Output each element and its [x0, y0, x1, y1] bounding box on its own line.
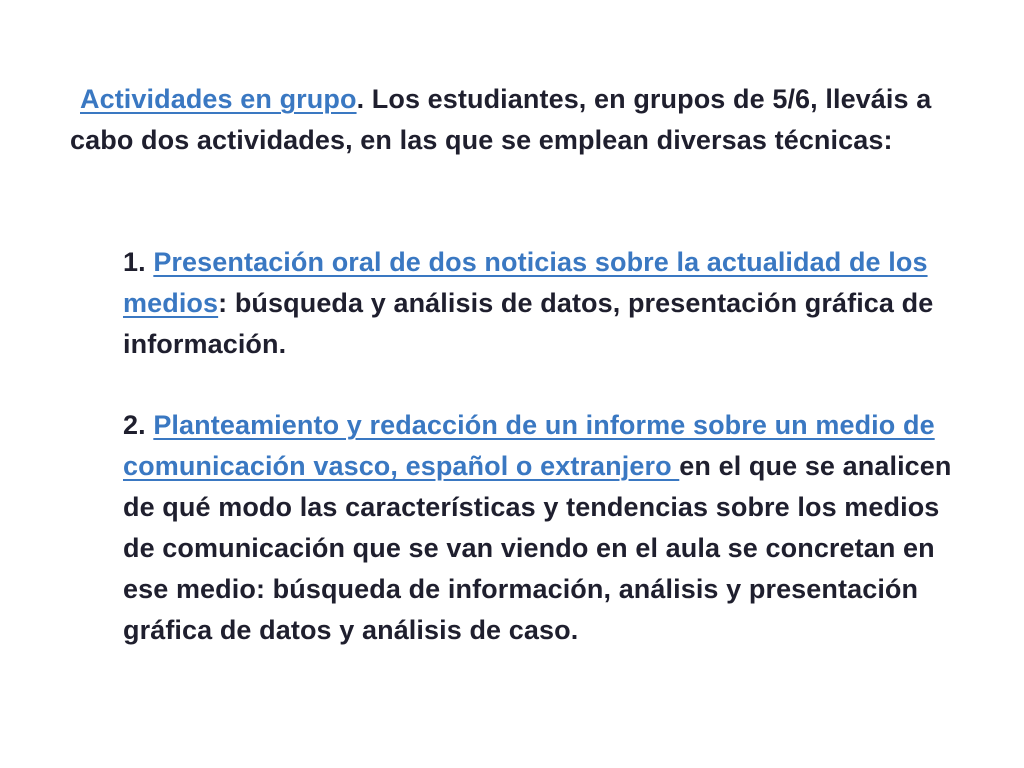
activity-item-1: [123, 242, 953, 365]
activity-1-text: : búsqueda y análisis de datos, presentación gráfica de información.: [123, 288, 934, 359]
activity-2-link[interactable]: Planteamiento y redacción de un informe sobre un medio de comunicación vasco, español o extranjero: [123, 410, 935, 481]
activity-2-text: en el que se analicen de qué modo las características y tendencias sobre los medios de comunicación que se van viendo en el aula se concretan en ese medio: búsqueda de información, análisis y presentación gráfica de datos y análisis de caso.: [123, 451, 952, 645]
activity-item-2: [123, 405, 953, 651]
intro-link[interactable]: Actividades en grupo: [80, 84, 357, 114]
intro-text: . Los estudiantes, en grupos de 5/6, lleváis a cabo dos actividades, en las que se emplean diversas técnicas:: [70, 84, 932, 155]
activity-1-link[interactable]: Presentación oral de dos noticias sobre la actualidad de los medios: [123, 247, 928, 318]
activity-2-number: 2.: [123, 410, 154, 440]
activity-1-number: 1.: [123, 247, 154, 277]
intro-paragraph: [70, 79, 950, 161]
